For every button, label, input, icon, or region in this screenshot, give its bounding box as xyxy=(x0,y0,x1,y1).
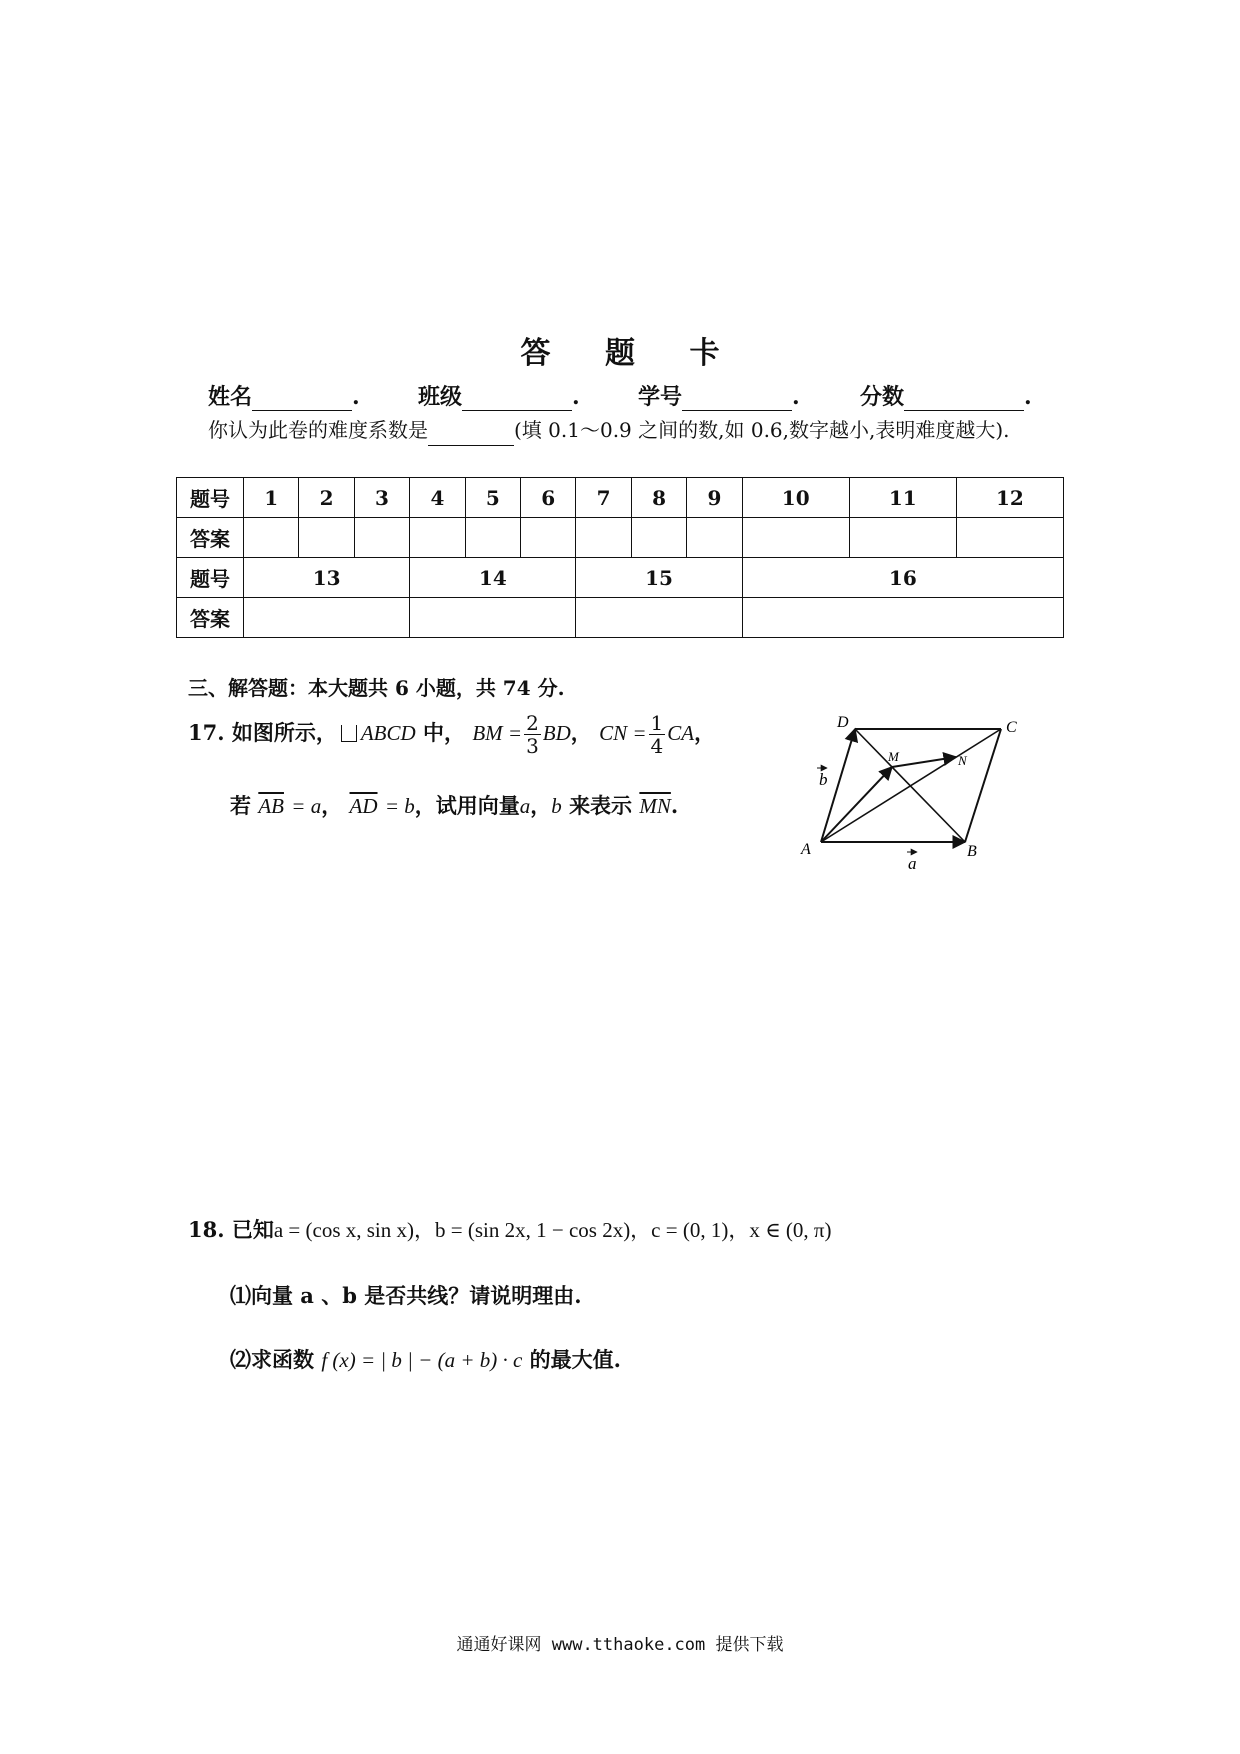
answer-cell[interactable] xyxy=(244,598,410,638)
question-17-line-2: 若 $\overline{AB} = a$， $\overline{AD} = b$，试用向量a，b 来表示 $\overline{MN}$. xyxy=(230,793,679,818)
question-number: 17. xyxy=(188,720,225,745)
student-id-blank[interactable] xyxy=(682,388,792,411)
question-number: 13 xyxy=(244,558,410,598)
question-number: 10 xyxy=(742,478,849,518)
row-label: 答案 xyxy=(177,518,244,558)
question-18-part-2 xyxy=(230,1344,621,1374)
label-m-point: M xyxy=(888,749,899,764)
bm-num: 2 xyxy=(526,711,539,735)
cn-lhs: CN = xyxy=(599,721,647,745)
question-number: 2 xyxy=(299,478,354,518)
diagonal-ac xyxy=(821,729,1001,842)
parallelogram-icon xyxy=(341,725,357,742)
table-row xyxy=(177,558,1064,598)
footer-credit: 通通好课网 www.tthaoke.com 提供下载 xyxy=(456,1635,784,1655)
row-label: 题号 xyxy=(177,558,244,598)
answer-cell[interactable] xyxy=(956,518,1063,558)
question-number: 4 xyxy=(410,478,465,518)
label-c-point: C xyxy=(1006,719,1017,736)
q18-part2-lead: ⑵求函数 xyxy=(230,1347,314,1372)
score-label: 分数 xyxy=(860,384,905,410)
bm-rhs: BD xyxy=(542,721,571,745)
q17-lead: 如图所示， xyxy=(231,720,337,745)
label-vector-b: b xyxy=(819,770,828,789)
student-id-label: 学号 xyxy=(638,384,683,410)
question-number: 5 xyxy=(465,478,520,518)
label-d-point: D xyxy=(837,714,849,731)
class-field: 班级 . xyxy=(418,384,580,410)
name-field: 姓名 . xyxy=(208,384,360,410)
answer-cell[interactable] xyxy=(410,518,465,558)
edge-bc xyxy=(965,729,1001,842)
label-vector-a: a xyxy=(908,854,917,873)
table-row xyxy=(177,598,1064,638)
question-number: 15 xyxy=(576,558,742,598)
parallelogram-figure xyxy=(795,705,1035,875)
label-n-point: N xyxy=(958,753,967,768)
answer-cell[interactable] xyxy=(849,518,956,558)
bm-fraction xyxy=(524,712,541,757)
answer-cell[interactable] xyxy=(521,518,576,558)
difficulty-prompt xyxy=(188,414,1058,446)
difficulty-text-2: (填 0.1～0.9 之间的数,如 0.6,数字越小,表明难度越大). xyxy=(514,418,1010,442)
vector-ab: $\overline{AB}$ xyxy=(258,794,284,818)
difficulty-text-1: 你认为此卷的难度系数是 xyxy=(208,418,428,442)
bm-lhs: BM = xyxy=(472,721,523,745)
q18-part2-tail: 的最大值. xyxy=(529,1347,621,1372)
answer-cell[interactable] xyxy=(742,518,849,558)
question-number: 11 xyxy=(849,478,956,518)
cn-num: 1 xyxy=(650,711,664,735)
answer-cell[interactable] xyxy=(576,518,631,558)
question-number: 12 xyxy=(956,478,1063,518)
row-label: 答案 xyxy=(177,598,244,638)
vector-ad-eq: = b xyxy=(384,794,415,818)
label-a-point: A xyxy=(801,841,811,858)
answer-cell[interactable] xyxy=(244,518,299,558)
bm-den: 3 xyxy=(526,734,539,758)
answer-cell[interactable] xyxy=(631,518,686,558)
vector-a: a xyxy=(519,794,531,818)
answer-cell[interactable] xyxy=(742,598,1063,638)
table-row xyxy=(177,518,1064,558)
cn-rhs: CA xyxy=(667,721,695,745)
table-row xyxy=(177,478,1064,518)
question-number: 9 xyxy=(687,478,742,518)
answer-cell[interactable] xyxy=(576,598,742,638)
q18-expression: a = (cos x, sin x)，b = (sin 2x, 1 − cos 2x)，c = (0, 1)，x ∈ (0, π) xyxy=(273,1218,832,1242)
answer-cell[interactable] xyxy=(465,518,520,558)
answer-cell[interactable] xyxy=(687,518,742,558)
answer-cell[interactable] xyxy=(354,518,409,558)
question-number: 8 xyxy=(631,478,686,518)
vector-mn-arrow xyxy=(892,757,956,767)
answer-table xyxy=(176,477,1064,638)
q18-lead: 已知 xyxy=(231,1217,274,1242)
score-blank[interactable] xyxy=(904,388,1024,411)
q17-prefix: 若 xyxy=(230,793,251,818)
q18-part2-expression: f (x) = | b | − (a + b) · c xyxy=(321,1348,523,1372)
student-id-field: 学号 . xyxy=(638,384,800,410)
question-number: 3 xyxy=(354,478,409,518)
q17-mid2: ，试用向量 xyxy=(414,793,520,818)
vector-ab-eq: = a xyxy=(291,794,322,818)
cn-den: 4 xyxy=(650,734,664,758)
vector-ad: $\overline{AD}$ xyxy=(349,794,378,818)
class-label: 班级 xyxy=(418,384,463,410)
question-number: 7 xyxy=(576,478,631,518)
vector-mn: $\overline{MN}$ xyxy=(639,794,671,818)
answer-cell[interactable] xyxy=(299,518,354,558)
score-field: 分数 . xyxy=(860,384,1032,410)
label-b-point: B xyxy=(967,843,977,860)
answer-cell[interactable] xyxy=(410,598,576,638)
q18-part-1: ⑴向量 a 、b 是否共线？请说明理由. xyxy=(230,1283,582,1308)
difficulty-blank[interactable] xyxy=(428,425,514,446)
question-17-line-1: 17. 如图所示， ABCD 中， BM = $\frac{2}{3}$ BD， CN = $\frac{1}{4}$ CA， xyxy=(188,711,716,758)
question-number: 16 xyxy=(742,558,1063,598)
cn-fraction xyxy=(649,712,666,757)
page-title xyxy=(0,328,1240,372)
row-label: 题号 xyxy=(177,478,244,518)
question-number: 1 xyxy=(244,478,299,518)
vector-b: b xyxy=(551,794,562,818)
question-18-line-1 xyxy=(188,1214,831,1244)
q17-shape: ABCD xyxy=(360,721,416,745)
title-char: 卡 xyxy=(689,336,720,371)
name-blank[interactable] xyxy=(252,388,352,411)
question-number: 18. xyxy=(188,1217,225,1242)
section-heading: 三、解答题：本大题共 6 小题，共 74 分. xyxy=(188,676,565,700)
title-char: 答 xyxy=(520,336,551,371)
q17-mid: 中， xyxy=(423,720,465,745)
class-blank[interactable] xyxy=(462,388,572,411)
question-number: 14 xyxy=(410,558,576,598)
q17-suffix: 来表示 xyxy=(569,793,633,818)
name-label: 姓名 xyxy=(208,384,253,410)
question-number: 6 xyxy=(521,478,576,518)
title-char: 题 xyxy=(605,336,635,371)
